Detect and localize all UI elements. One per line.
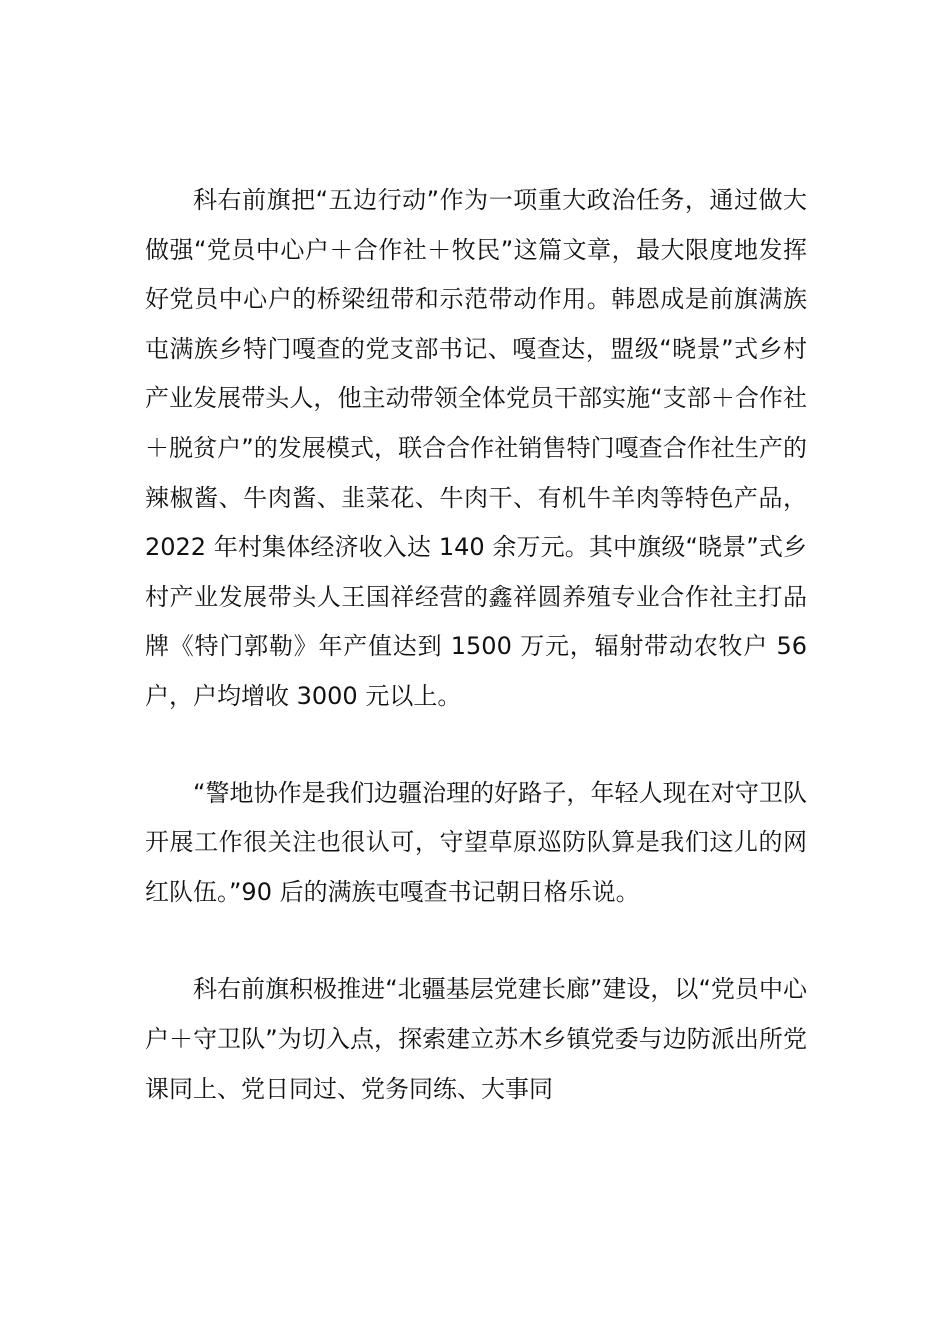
document-body [145, 176, 807, 1114]
paragraph: 科右前旗把“五边行动”作为一项重大政治任务，通过做大做强“党员中心户＋合作社＋牧民”这篇文章，最大限度地发挥好党员中心户的桥梁纽带和示范带动作用。韩恩成是前旗满族屯满族乡特门嘎查的党支部书记、嘎查达，盟级“晓景”式乡村产业发展带头人，他主动带领全体党员干部实施“支部＋合作社＋脱贫户”的发展模式，联合合作社销售特门嘎查合作社生产的辣椒酱、牛肉酱、韭菜花、牛肉干、有机牛羊肉等特色产品，2022 年村集体经济收入达 140 余万元。其中旗级“晓景”式乡村产业发展带头人王国祥经营的鑫祥圆养殖专业合作社主打品牌《特门郭勒》年产值达到 1500 万元，辐射带动农牧户 56 户，户均增收 3000 元以上。 [145, 186, 807, 710]
paragraph: 科右前旗积极推进“北疆基层党建长廊”建设，以“党员中心户＋守卫队”为切入点，探索建立苏木乡镇党委与边防派出所党课同上、党日同过、党务同练、大事同 [145, 975, 807, 1103]
paragraph: “警地协作是我们边疆治理的好路子，年轻人现在对守卫队开展工作很关注也很认可，守望草原巡防队算是我们这儿的网红队伍。”90 后的满族屯嘎查书记朝日格乐说。 [145, 778, 807, 906]
